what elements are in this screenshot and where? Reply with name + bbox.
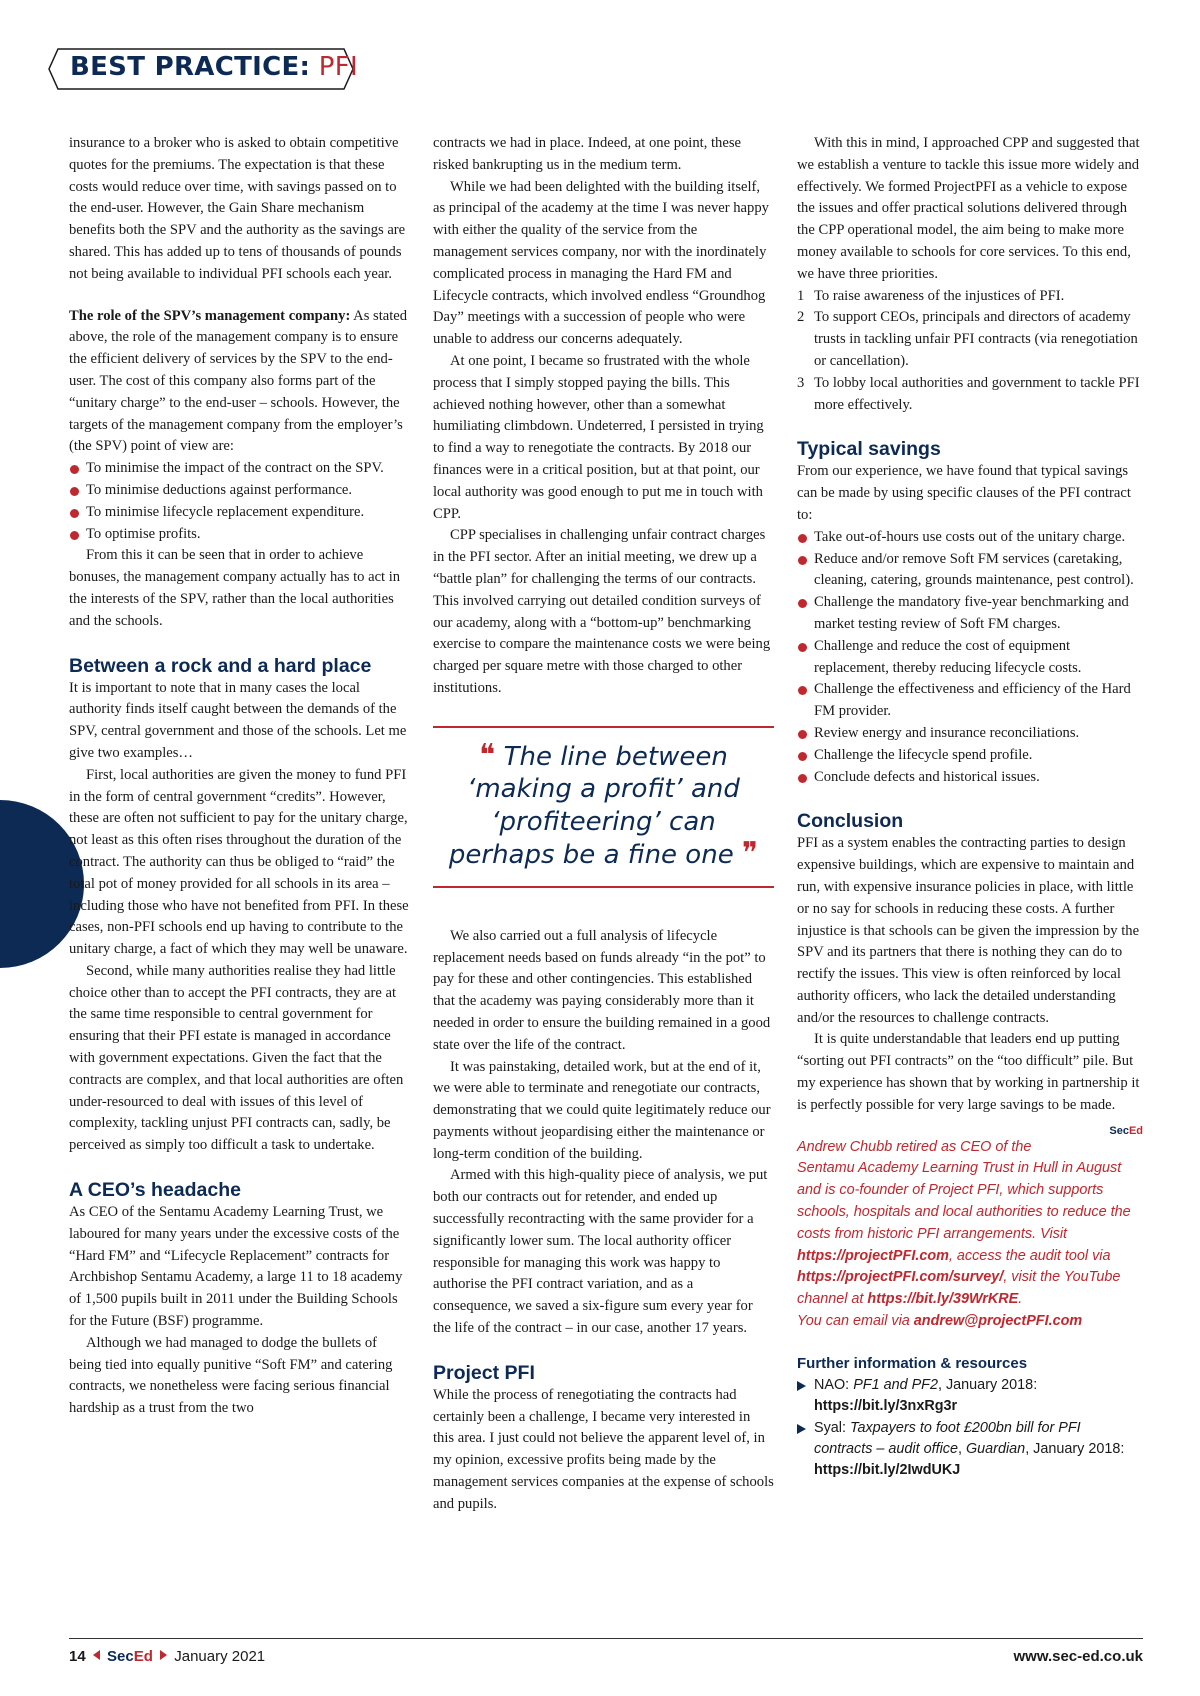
page-number: 14	[69, 1648, 86, 1665]
list-item: To minimise the impact of the contract on the SPV.	[69, 458, 411, 480]
resource-link[interactable]: https://bit.ly/2IwdUKJ	[814, 1462, 961, 1479]
resource-item	[797, 1418, 1143, 1482]
resource-title: Taxpayers to foot £200bn bill for PFI contracts – audit office	[814, 1419, 1081, 1458]
footer-divider	[69, 1638, 1143, 1639]
issue-date: January 2021	[174, 1648, 266, 1665]
resource-publication: Guardian	[965, 1441, 1026, 1458]
resource-text: ,	[957, 1441, 966, 1458]
resource-link[interactable]: https://bit.ly/3nxRg3r	[814, 1398, 958, 1415]
bio-link-survey[interactable]: https://projectPFI.com/survey/	[797, 1269, 1004, 1286]
list-item: Take out-of-hours use costs out of the unitary charge.	[797, 527, 1143, 549]
seced-end-mark	[1092, 1121, 1143, 1143]
bio-text: , visit the YouTube channel at	[797, 1269, 1121, 1308]
bio-text: You can email via	[797, 1313, 914, 1330]
bio-text: Andrew Chubb retired as CEO of the Sentamu Academy Learning Trust in Hull in August and is co-founder of Project PFI, which supports schools, hospitals and local authorities to reduce the costs from historic PFI arrangements. Visit	[797, 1138, 1131, 1242]
article-column-3	[797, 133, 1143, 1482]
article-column-2	[433, 133, 774, 1516]
close-quote-icon: ❞	[741, 836, 759, 872]
triangle-right-icon	[160, 1650, 167, 1660]
subheading: Between a rock and a hard place	[69, 654, 372, 677]
bio-link-youtube[interactable]: https://bit.ly/39WrKRE	[867, 1291, 1019, 1308]
bio-text: , access the audit tool via	[948, 1247, 1111, 1264]
paragraph	[797, 1029, 1143, 1137]
paragraph-body: It is quite understandable that leaders end up putting “sorting out PFI contracts” on the “too difficult” pile. But my experience has shown that by working in partnership it is perfectly possible for very large savings to be made.	[797, 1031, 1140, 1113]
list-item: To minimise lifecycle replacement expenditure.	[69, 502, 411, 524]
subheading: Typical savings	[797, 438, 941, 461]
list-number: 1	[797, 287, 805, 304]
paragraph: Armed with this high-quality piece of analysis, we put both our contracts out for retender, and ended up successfully recontracting with the same provider for a significantly lower sum. The local authority officer responsible for managing this work was happy to authorise the PFI contract variation, and as a consequence, we saved a six-figure sum every year for the life of the contract – in our case, another 17 years.	[433, 1167, 768, 1337]
paragraph: As CEO of the Sentamu Academy Learning Trust, we laboured for many years under the excessive costs of the “Hard FM” and “Lifecycle Replacement” contracts for Archbishop Sentamu Academy, a large 11 to 18 academy of 1,500 pupils built in 2011 under the Building Schools for the Future (BSF) programme.	[69, 1204, 403, 1330]
end-mark-ed: Ed	[1128, 1124, 1143, 1137]
list-number: 2	[797, 309, 805, 326]
resource-list	[797, 1375, 1143, 1482]
paragraph-lead: The role of the SPV’s management company:	[69, 307, 351, 324]
resource-text: , January 2018:	[1025, 1441, 1125, 1458]
subheading: A CEO’s headache	[69, 1179, 241, 1202]
brand-ed: Ed	[133, 1648, 153, 1665]
list-item	[797, 286, 1143, 308]
open-quote-icon: ❝	[479, 737, 496, 773]
section-header-text	[70, 52, 358, 82]
bio-link-site[interactable]: https://projectPFI.com	[797, 1247, 949, 1264]
footer-brand	[107, 1648, 153, 1665]
resource-text: , January 2018:	[937, 1376, 1038, 1393]
list-item: Challenge and reduce the cost of equipment replacement, thereby reducing lifecycle costs.	[797, 636, 1143, 680]
paragraph: While we had been delighted with the building itself, as principal of the academy at the time I was never happy with either the quality of the service from the management services company, nor with the inordinately complicated process in managing the Hard FM and Lifecycle contracts, which involved endless “Groundhog Day” meetings with a succession of people who were unable to address our concerns adequately.	[433, 178, 769, 348]
paragraph: From this it can be seen that in order to achieve bonuses, the management company actually has to act in the interests of the SPV, rather than the local authorities and the schools.	[69, 547, 401, 629]
paragraph: It is important to note that in many cases the local authority finds itself caught between the demands of the SPV, central government and those of the schools. Let me give two examples…	[69, 679, 407, 761]
list-item	[797, 373, 1143, 417]
paragraph: At one point, I became so frustrated with the whole process that I simply stopped paying the bills. This achieved nothing however, other than a somewhat humiliating climbdown. Undeterred, I persisted in trying to find a way to renegotiate the contracts. By 2018 our finances were in a critical position, but at that point, our local authority was good enough to put me in touch with CPP.	[433, 352, 764, 522]
bullet-list	[797, 527, 1143, 789]
footer-folio	[69, 1648, 265, 1665]
footer-url[interactable]: www.sec-ed.co.uk	[1013, 1648, 1143, 1665]
resource-title: PF1 and PF2	[853, 1376, 938, 1393]
list-number: 3	[797, 374, 805, 391]
list-item: To minimise deductions against performance.	[69, 480, 411, 502]
brand-sec: Sec	[107, 1648, 134, 1665]
paragraph: First, local authorities are given the money to fund PFI in the form of central government “credits”. However, these are often not sufficient to pay for the unitary charge, not least as this often rises throughout the duration of the contract. The authority can thus be obliged to “raid” the total pot of money provided for all schools in its area – including those who have not benefited from PFI. In these cases, non-PFI schools end up having to contribute to the unitary charge, a fact of which they may well be unaware.	[69, 766, 409, 958]
paragraph: contracts we had in place. Indeed, at one point, these risked bankrupting us in the medium term.	[433, 135, 741, 173]
paragraph: From our experience, we have found that typical savings can be made by using specific clauses of the PFI contract to:	[797, 463, 1131, 523]
header-light: PFI	[318, 52, 358, 82]
paragraph: While the process of renegotiating the contracts had certainly been a challenge, I became very interested in this area. I just could not believe the apparent level of, in my opinion, excessive profits being made by the management services companies at the expense of schools and pupils.	[433, 1386, 774, 1512]
paragraph: We also carried out a full analysis of lifecycle replacement needs based on funds already “in the pot” to pay for these and other contingencies. This established that the academy was paying considerably more than it needed in order to ensure the building remained in a good state over the life of the contract.	[433, 927, 771, 1053]
list-item: Reduce and/or remove Soft FM services (caretaking, cleaning, catering, grounds maintenance, pest control).	[797, 549, 1143, 593]
paragraph-body: As stated above, the role of the management company is to ensure the efficient delivery of services by the SPV to the end-user. The cost of this company also forms part of the “unitary charge” to the end-user – schools. However, the targets of the management company from the employer’s (the SPV) point of view are:	[69, 307, 408, 455]
resource-item	[797, 1375, 1143, 1418]
paragraph	[69, 306, 411, 459]
further-info-title: Further information & resources	[797, 1354, 1028, 1372]
list-text: To lobby local authorities and government to tackle PFI more effectively.	[814, 374, 1140, 413]
list-text: To raise awareness of the injustices of PFI.	[814, 287, 1065, 304]
list-item: Challenge the mandatory five-year benchmarking and market testing review of Soft FM charges.	[797, 592, 1143, 636]
paragraph: Although we had managed to dodge the bullets of being tied into equally punitive “Soft FM” and catering contracts, we nonetheless were facing serious financial hardship as a trust from the two	[69, 1334, 393, 1417]
pull-quote-text: The line between ‘making a profit’ and ‘profiteering’ can perhaps be a fine one	[448, 741, 740, 871]
bullet-list	[69, 458, 411, 545]
paragraph: CPP specialises in challenging unfair contract charges in the PFI sector. After an initial meeting, we drew up a “battle plan” for challenging the terms of our contracts. This involved carrying out detailed condition surveys of our academy, along with a “bottom-up” benchmarking exercise to compare the maintenance costs we were being charged per square metre with those charged to other institutions.	[433, 527, 771, 696]
resource-text: NAO:	[814, 1376, 854, 1393]
list-item: Conclude defects and historical issues.	[797, 767, 1143, 789]
paragraph: insurance to a broker who is asked to obtain competitive quotes for the premiums. The expectation is that these costs would reduce over time, with savings passed on to the end-user. However, the Gain Share mechanism benefits both the SPV and the authority as the savings are shared. This has added up to tens of thousands of pounds not being available to individual PFI schools each year.	[69, 135, 406, 282]
list-item: Challenge the lifecycle spend profile.	[797, 745, 1143, 767]
list-text: To support CEOs, principals and directors of academy trusts in tackling unfair PFI contracts (via renegotiation or cancellation).	[814, 309, 1138, 369]
resource-text: Syal:	[814, 1419, 850, 1436]
subheading: Conclusion	[797, 810, 904, 833]
subheading: Project PFI	[433, 1361, 535, 1384]
list-item: Challenge the effectiveness and efficiency of the Hard FM provider.	[797, 679, 1143, 723]
paragraph: PFI as a system enables the contracting parties to design expensive buildings, which are expensive to maintain and run, with expensive insurance policies in place, with little or no say for schools in reducing these costs. A further injustice is that schools can be given the impression by the SPV and its partners that there is nothing they can do to rectify the issues. This view is often reinforced by local authority officers, who lack the detailed understanding and/or the resources to challenge contracts.	[797, 835, 1140, 1026]
end-mark-sec: Sec	[1109, 1124, 1129, 1137]
list-item: To optimise profits.	[69, 524, 411, 546]
pull-quote	[433, 726, 774, 888]
header-bold: BEST PRACTICE:	[70, 52, 311, 82]
bio-email-link[interactable]: andrew@projectPFI.com	[913, 1313, 1083, 1330]
triangle-left-icon	[93, 1650, 100, 1660]
bio-text: .	[1018, 1291, 1023, 1308]
paragraph: With this in mind, I approached CPP and suggested that we establish a venture to tackle this issue more widely and effectively. We formed ProjectPFI as a vehicle to expose the issues and offer practical solutions delivered through the CPP operational model, the aim being to make more money available to schools for core services. To this end, we have three priorities.	[797, 135, 1140, 282]
paragraph: It was painstaking, detailed work, but at the end of it, we were able to terminate and renegotiate our contracts, demonstrating that we could quite legitimately reduce our payments without jeopardising either the maintenance or long-term condition of the building.	[433, 1058, 771, 1162]
list-item: Review energy and insurance reconciliations.	[797, 723, 1143, 745]
list-item	[797, 307, 1143, 372]
paragraph: Second, while many authorities realise they had little choice other than to accept the PFI contracts, they are at the same time responsible to central government for ensuring that their PFI estate is managed in accordance with government expectations. Given the fact that the contracts are complex, and that local authorities are often under-resourced to deal with issues of this level of complexity, tackling unjust PFI contracts can, sadly, be perceived as simply too difficult a task to undertake.	[69, 962, 404, 1154]
numbered-list	[797, 286, 1143, 417]
article-column-1	[69, 133, 411, 1420]
author-bio	[797, 1137, 1143, 1333]
